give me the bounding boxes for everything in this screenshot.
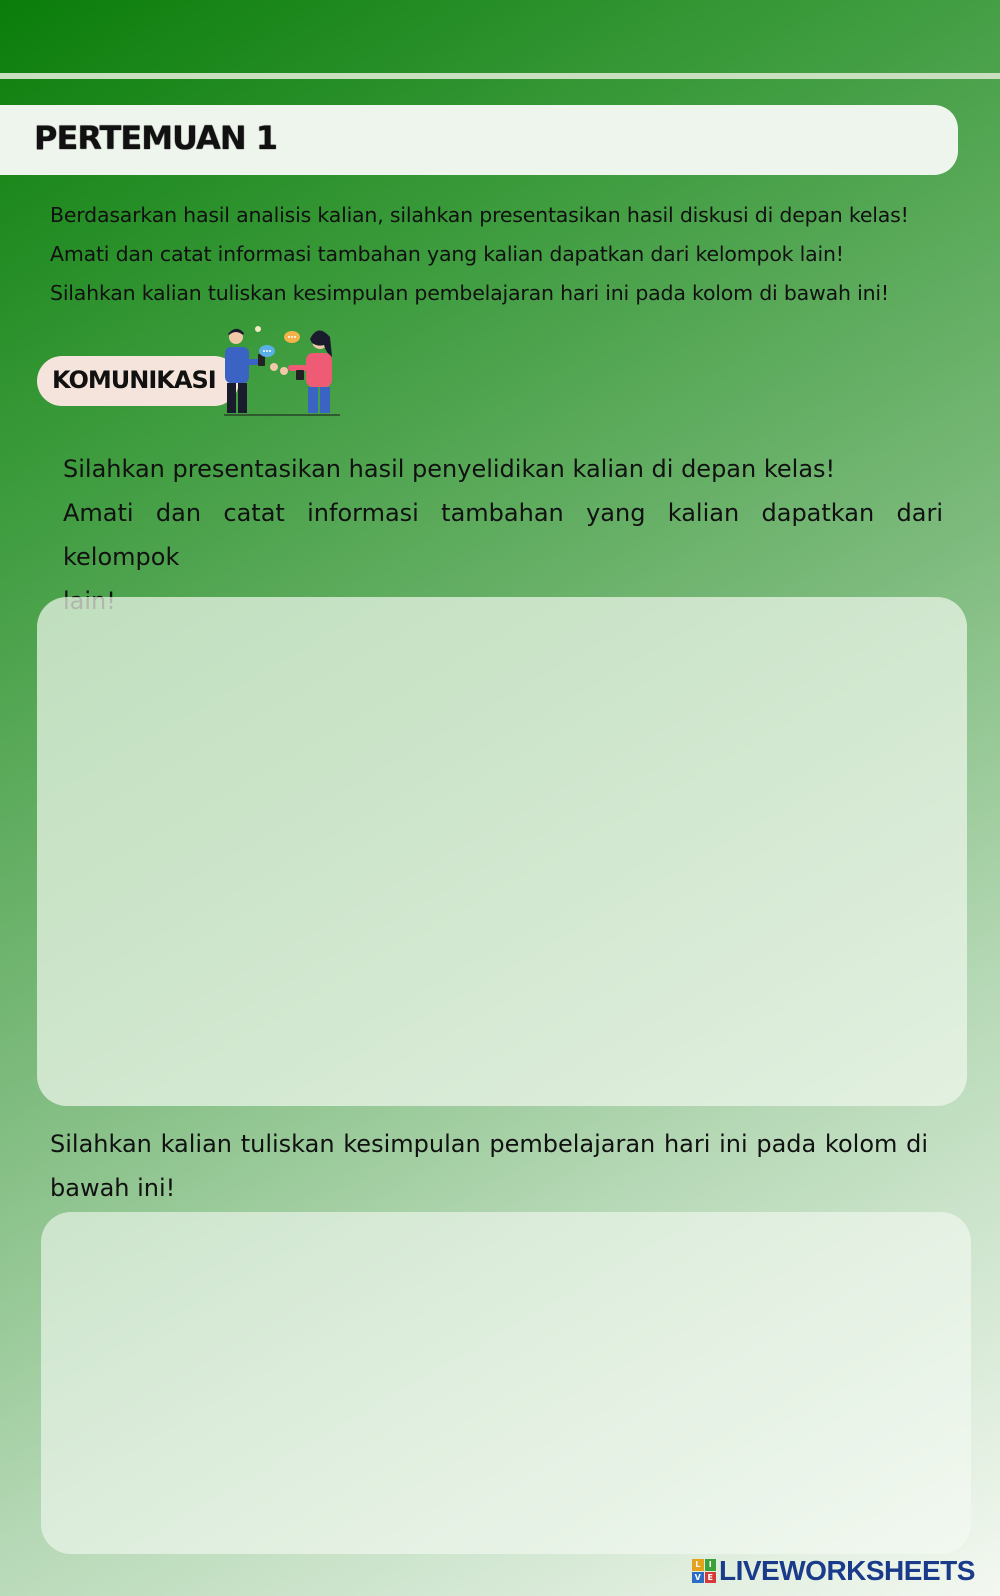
answer-box-conclusion[interactable] <box>41 1212 971 1554</box>
section-label: KOMUNIKASI <box>52 366 216 394</box>
intro-line: Berdasarkan hasil analisis kalian, silahkan presentasikan hasil diskusi di depan kelas! <box>50 203 909 227</box>
page-title: PERTEMUAN 1 <box>34 119 277 157</box>
title-bar <box>0 105 958 175</box>
logo-letter: V <box>692 1572 704 1584</box>
logo-letter: E <box>705 1572 717 1584</box>
top-divider <box>0 73 1000 79</box>
task-conclusion-text <box>50 1122 928 1210</box>
task-line: Silahkan kalian tuliskan kesimpulan pembelajaran hari ini pada kolom di <box>50 1130 928 1158</box>
section-label-pill <box>37 356 239 406</box>
brand-name: LIVEWORKSHEETS <box>719 1555 975 1586</box>
task-line: bawah ini! <box>50 1174 176 1202</box>
task-line: Amati dan catat informasi tambahan yang kalian dapatkan dari kelompok <box>63 499 943 571</box>
task-line: Silahkan presentasikan hasil penyelidikan kalian di depan kelas! <box>63 455 836 483</box>
intro-text <box>50 196 970 313</box>
logo-letter: I <box>705 1559 717 1571</box>
logo-grid-icon <box>692 1559 716 1583</box>
intro-line: Silahkan kalian tuliskan kesimpulan pembelajaran hari ini pada kolom di bawah ini! <box>50 281 889 305</box>
intro-line: Amati dan catat informasi tambahan yang kalian dapatkan dari kelompok lain! <box>50 242 844 266</box>
liveworksheets-logo <box>692 1554 975 1588</box>
logo-letter: L <box>692 1559 704 1571</box>
answer-box-presentation[interactable] <box>37 597 967 1106</box>
people-talking-icon <box>222 325 344 419</box>
